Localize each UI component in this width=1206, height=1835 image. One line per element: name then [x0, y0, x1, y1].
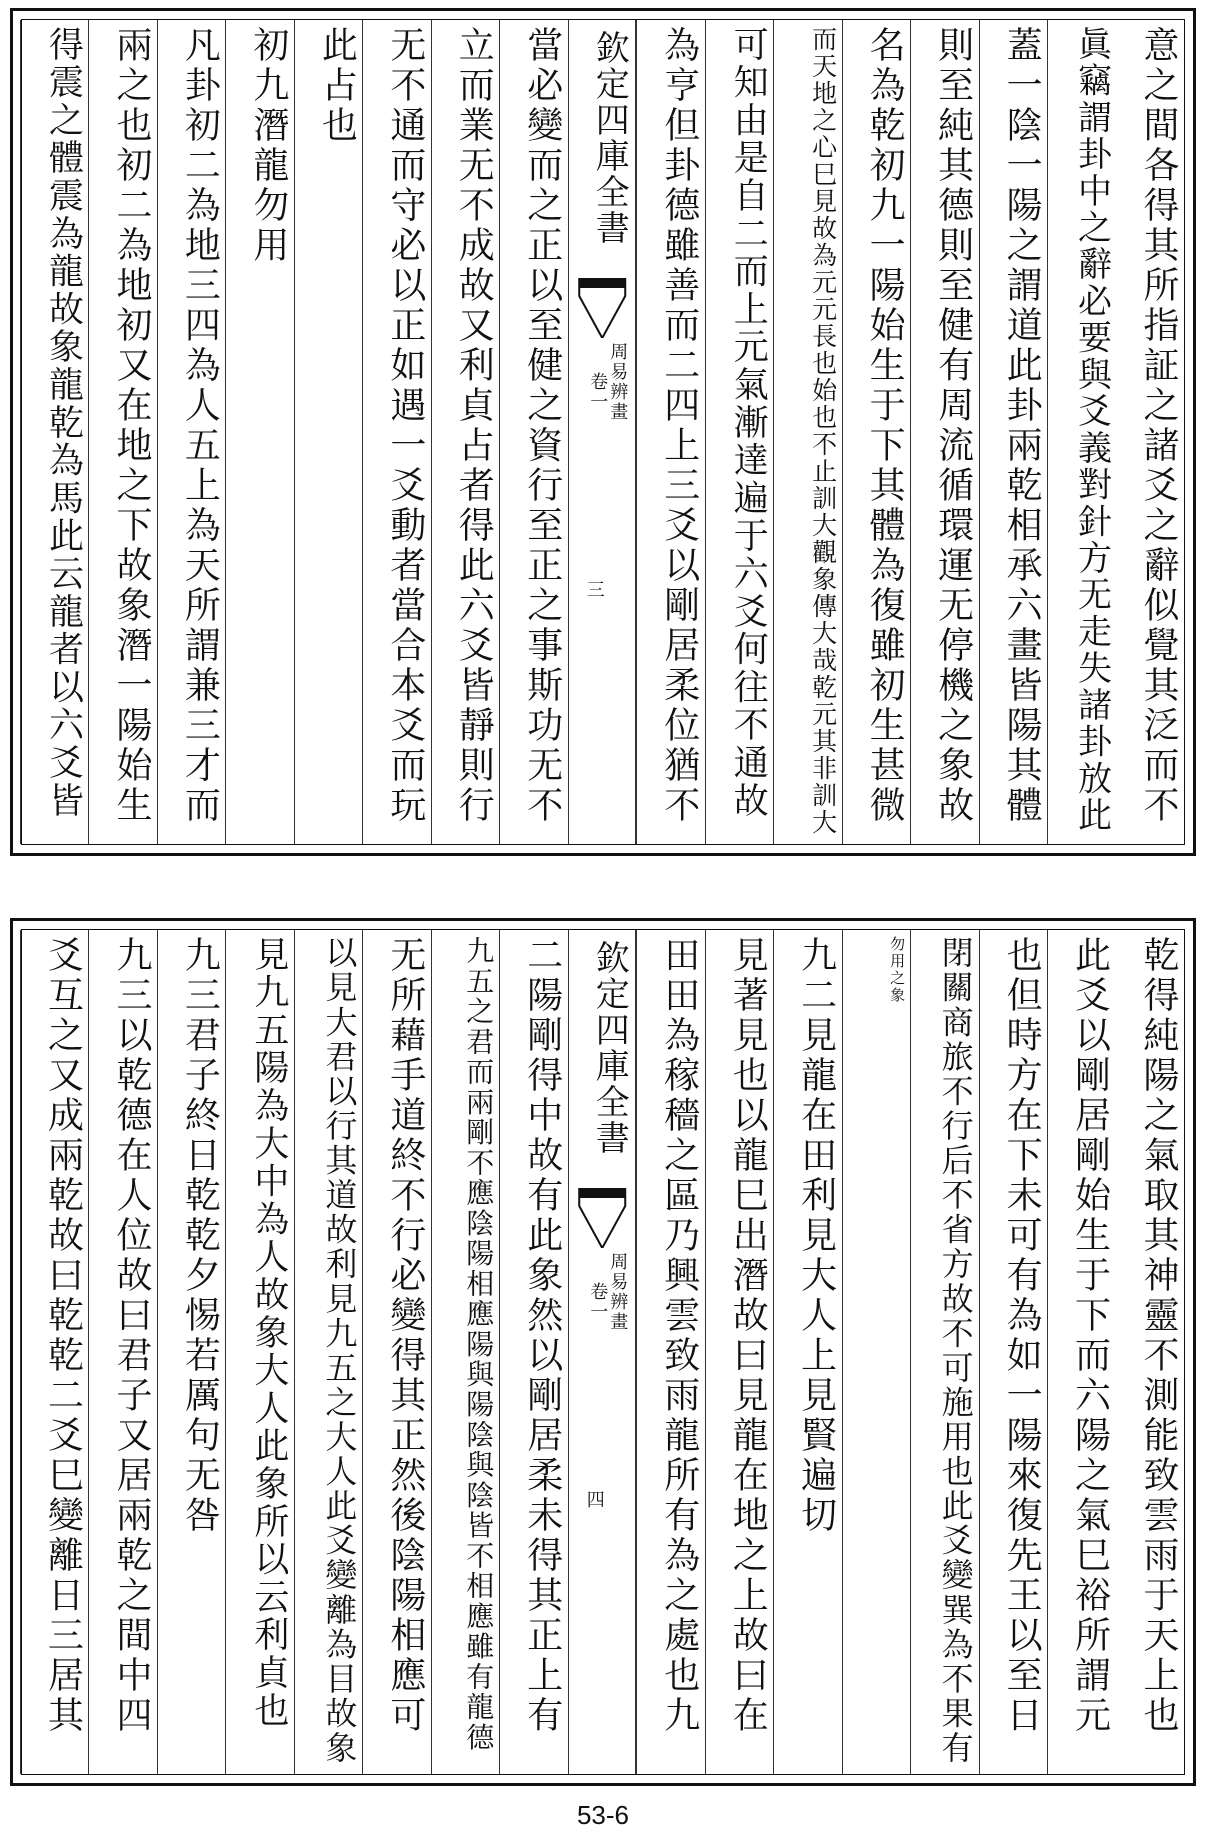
text-column	[20, 930, 88, 1774]
text-column	[431, 20, 499, 844]
column-text: 无不通而守必以正如遇一爻動者當合本爻而玩	[384, 26, 426, 826]
text-column	[294, 930, 362, 1774]
text-column	[157, 20, 225, 844]
column-text: 乾得純陽之氣取其神靈不測能致雲雨于天上也	[1138, 936, 1179, 1736]
text-column	[1047, 20, 1115, 844]
folio-number: 三	[583, 580, 605, 598]
text-column	[294, 20, 362, 844]
text-column	[842, 930, 910, 1774]
volume-label: 卷一	[587, 1282, 609, 1322]
column-text: 爻互之又成兩乾故曰乾乾二爻巳變離日三居其	[42, 936, 84, 1736]
column-text: 名為乾初九一陽始生于下其體為復雖初生甚微	[864, 26, 906, 826]
text-column	[910, 930, 978, 1774]
column-text: 也但時方在下未可有為如一陽來復先王以至日	[1001, 936, 1043, 1736]
text-column	[431, 930, 499, 1774]
page-footer-number: 53-6	[576, 1800, 630, 1830]
text-column	[842, 20, 910, 844]
column-text: 九三君子終日乾乾夕惕若厲句无咎	[179, 936, 221, 1536]
book-title: 欽定四庫全書	[589, 940, 630, 1156]
column-text: 九五之君而兩剛不應陰陽相應陽與陽陰與陰皆不相應雖有龍德	[462, 936, 496, 1753]
text-column	[979, 930, 1047, 1774]
column-text: 此爻以剛居剛始生于下而六陽之氣巳裕所謂元	[1069, 936, 1111, 1736]
text-column	[1116, 20, 1184, 844]
text-column	[225, 20, 293, 844]
fish-tail-mark-icon	[573, 278, 631, 338]
folio-number: 四	[583, 1490, 605, 1508]
text-column	[88, 20, 156, 844]
center-margin-column	[568, 930, 636, 1774]
column-text: 兩之也初二為地初又在地之下故象潛一陽始生	[110, 26, 152, 826]
page-upper	[10, 8, 1196, 856]
column-text: 初九潛龍勿用	[247, 26, 289, 266]
text-column	[1116, 930, 1184, 1774]
text-column	[636, 20, 704, 844]
page-frame	[21, 19, 1185, 845]
text-column	[773, 20, 841, 844]
column-text: 閉關商旅不行后不省方故不可施用也此爻變巽為不果有	[936, 936, 975, 1766]
column-text: 立而業无不成故又利貞占者得此六爻皆靜則行	[453, 26, 495, 826]
column-text: 得震之體震為龍故象龍乾為馬此云龍者以六爻皆	[43, 26, 84, 820]
text-column	[705, 930, 773, 1774]
text-column	[88, 930, 156, 1774]
column-text: 此占也	[316, 26, 358, 146]
text-column	[225, 930, 293, 1774]
column-text: 為亨但卦德雖善而二四上三爻以剛居柔位猶不	[658, 26, 700, 826]
text-column	[910, 20, 978, 844]
text-column	[499, 20, 567, 844]
column-text: 當必變而之正以至健之資行至正之事斯功无不	[521, 26, 563, 826]
column-text: 蓋一陰一陽之謂道此卦兩乾相承六畫皆陽其體	[1001, 26, 1043, 826]
column-text: 勿用之象	[888, 936, 907, 1004]
fish-tail-mark-icon	[573, 1188, 631, 1248]
text-column	[979, 20, 1047, 844]
text-column	[20, 20, 88, 844]
column-text: 而天地之心巳見故為元元長也始也不止訓大觀象傳大哉乾元其非訓大	[808, 26, 838, 836]
column-text: 田田為稼穡之區乃興雲致雨龍所有為之處也九	[658, 936, 700, 1736]
column-text: 意之間各得其所指証之諸爻之辭似覺其泛而不	[1138, 26, 1179, 826]
book-subtitle: 周易辨畫	[607, 1252, 629, 1332]
text-column	[1047, 930, 1115, 1774]
page-lower	[10, 918, 1196, 1786]
column-text: 見著見也以龍巳出潛故曰見龍在地之上故曰在	[727, 936, 769, 1736]
book-title: 欽定四庫全書	[589, 30, 630, 246]
book-subtitle: 周易辨畫	[607, 342, 629, 422]
column-text: 九三以乾德在人位故曰君子又居兩乾之間中四	[110, 936, 152, 1736]
text-column	[773, 930, 841, 1774]
column-text: 九二見龍在田利見大人上見賢遍切	[795, 936, 837, 1536]
column-text: 可知由是自二而上元氣漸達遍于六爻何往不通故	[728, 26, 769, 820]
text-column	[157, 930, 225, 1774]
text-column	[636, 930, 704, 1774]
text-column	[362, 20, 430, 844]
column-text: 凡卦初二為地三四為人五上為天所謂兼三才而	[179, 26, 221, 826]
text-column	[499, 930, 567, 1774]
column-text: 无所藉手道終不行必變得其正然後陰陽相應可	[384, 936, 426, 1736]
page-frame	[21, 929, 1185, 1775]
column-text: 二陽剛得中故有此象然以剛居柔未得其正上有	[521, 936, 563, 1736]
text-column	[362, 930, 430, 1774]
column-text: 眞竊謂卦中之辭必要與爻義對針方无走失諸卦放此	[1071, 26, 1112, 834]
volume-label: 卷一	[587, 372, 609, 412]
column-text: 以見大君以行其道故利見九五之大人此爻變離為目故象	[320, 936, 359, 1766]
column-text: 則至純其德則至健有周流循環運无停機之象故	[932, 26, 974, 826]
column-text: 見九五陽為大中為人故象大人此象所以云利貞也	[248, 936, 289, 1730]
text-column	[705, 20, 773, 844]
center-margin-column	[568, 20, 636, 844]
